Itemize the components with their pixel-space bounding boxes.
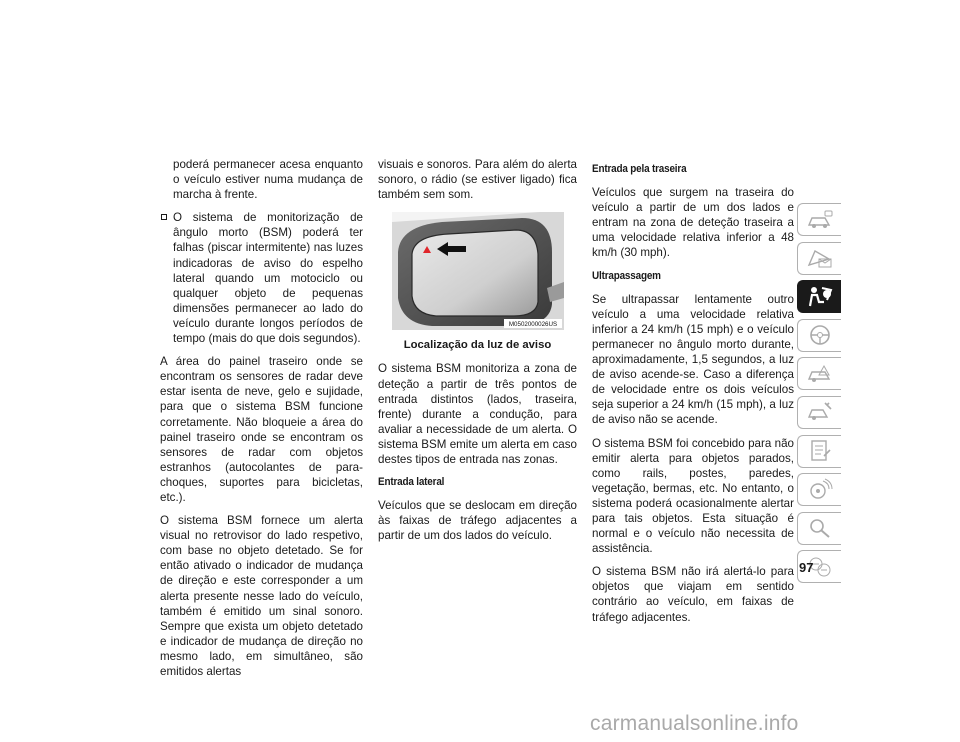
checklist-icon (805, 438, 835, 464)
dashboard-message-icon (805, 245, 835, 271)
bullet-square-icon (161, 214, 167, 220)
text-column-3 (592, 162, 794, 633)
tab-specs[interactable] (797, 435, 841, 468)
section-heading: Entrada lateral (378, 476, 445, 489)
paragraph-continuation: poderá permanecer acesa enquanto o veículo estiver numa mudança de marcha à frente. (173, 158, 363, 202)
steering-wheel-icon (805, 322, 835, 348)
paragraph: O sistema BSM não irá alertá-lo para objetos que viajam em sentido contrário ao veículo, em faixas de tráfego adjacentes. (592, 565, 794, 624)
tab-car-key[interactable] (797, 203, 841, 236)
car-service-icon (805, 399, 835, 425)
watermark-text: carmanualsonline.info (590, 712, 799, 735)
paragraph: Veículos que surgem na traseira do veículo a partir de um dos lados e entram na zona de deteção traseira a uma velocidade relativa inferior a 48 km/h (30 mph). (592, 186, 794, 260)
search-icon (805, 515, 835, 541)
paragraph: Se ultrapassar lentamente outro veículo a uma velocidade relativa inferior a 24 km/h (15 mph) e o veículo permanecer no ângulo morto durante, aproximadamente, 1,5 segundos, a luz de aviso acende-se. Caso a diferença de velocidade entre os dois veículos seja superior a 24 km/h (15 mph), a luz de aviso não se acende. (592, 292, 794, 427)
car-warning-icon (805, 361, 835, 387)
mirror-figure (378, 212, 577, 334)
paragraph: O sistema BSM fornece um alerta visual no retrovisor do lado respetivo, com base no objeto detetado. Se for então ativado o indicador de mudança de direção e este corresponder a um alerta presente nesse lado do veículo, também é emitido um sinal sonoro. Sempre que exista um objeto detetado e indicador de mudança de direção no mesmo lado, em simultâneo, são emitidos alertas (160, 514, 363, 678)
car-key-icon (805, 207, 835, 233)
page-number: 97 (799, 560, 814, 575)
multimedia-icon (805, 477, 835, 503)
paragraph: A área do painel traseiro onde se encontram os sensores de radar deve estar isenta de neve, gelo e sujidade, para que o sistema BSM funcione corretamente. Não bloqueie a área do painel traseiro onde se encontram os sensores de radar com objetos estranhos (autocolantes de para-choques, suportes para bicicletas, etc.). (160, 355, 363, 504)
figure-caption: Localização da luz de aviso (403, 339, 552, 352)
airbag-safety-icon (805, 284, 835, 310)
paragraph: O sistema BSM foi concebido para não emitir alerta para objetos parados, como rails, postes, paredes, vegetação, bermas, etc. No entanto, o sistema poderá ocasionalmente alertar para tais objetos. Esta situação é normal e o veículo não necessita de assistência. (592, 436, 794, 556)
text-column-1 (160, 157, 363, 687)
bullet-item (160, 210, 363, 346)
tab-index[interactable] (797, 512, 841, 545)
bullet-text: O sistema de monitorização de ângulo morto (BSM) poderá ter falhas (piscar intermitente) nas luzes indicadoras de aviso do espelho lateral quando um motociclo ou qualquer objeto de pequenas dimensões permanecer ao lado do veículo durante longos períodos de tempo (mais do que dois segundos). (173, 211, 363, 346)
side-mirror-illustration (392, 212, 564, 330)
text-column-2 (378, 157, 577, 552)
section-heading: Ultrapassagem (592, 269, 661, 282)
tab-service[interactable] (797, 396, 841, 429)
chapter-tabs (797, 203, 841, 589)
paragraph: O sistema BSM monitoriza a zona de deteção a partir de três pontos de entrada distintos (lados, traseira, frente) durante a condução, para avaliar a necessidade de um alerta. O sistema BSM emite um alerta em caso destes tipos de entrada nas zonas. (378, 362, 577, 467)
tab-multimedia[interactable] (797, 473, 841, 506)
section-heading: Entrada pela traseira (592, 163, 687, 175)
paragraph: Veículos que se deslocam em direção às faixas de tráfego adjacentes a partir de um dos lados do veículo. (378, 499, 577, 543)
tab-driving[interactable] (797, 319, 841, 352)
tab-dashboard[interactable] (797, 242, 841, 275)
paragraph: visuais e sonoros. Para além do alerta sonoro, o rádio (se estiver ligado) fica também sem som. (378, 158, 577, 202)
tab-emergency[interactable] (797, 357, 841, 390)
tab-safety[interactable] (797, 280, 841, 313)
figure-code: M0502000026US (508, 321, 557, 329)
